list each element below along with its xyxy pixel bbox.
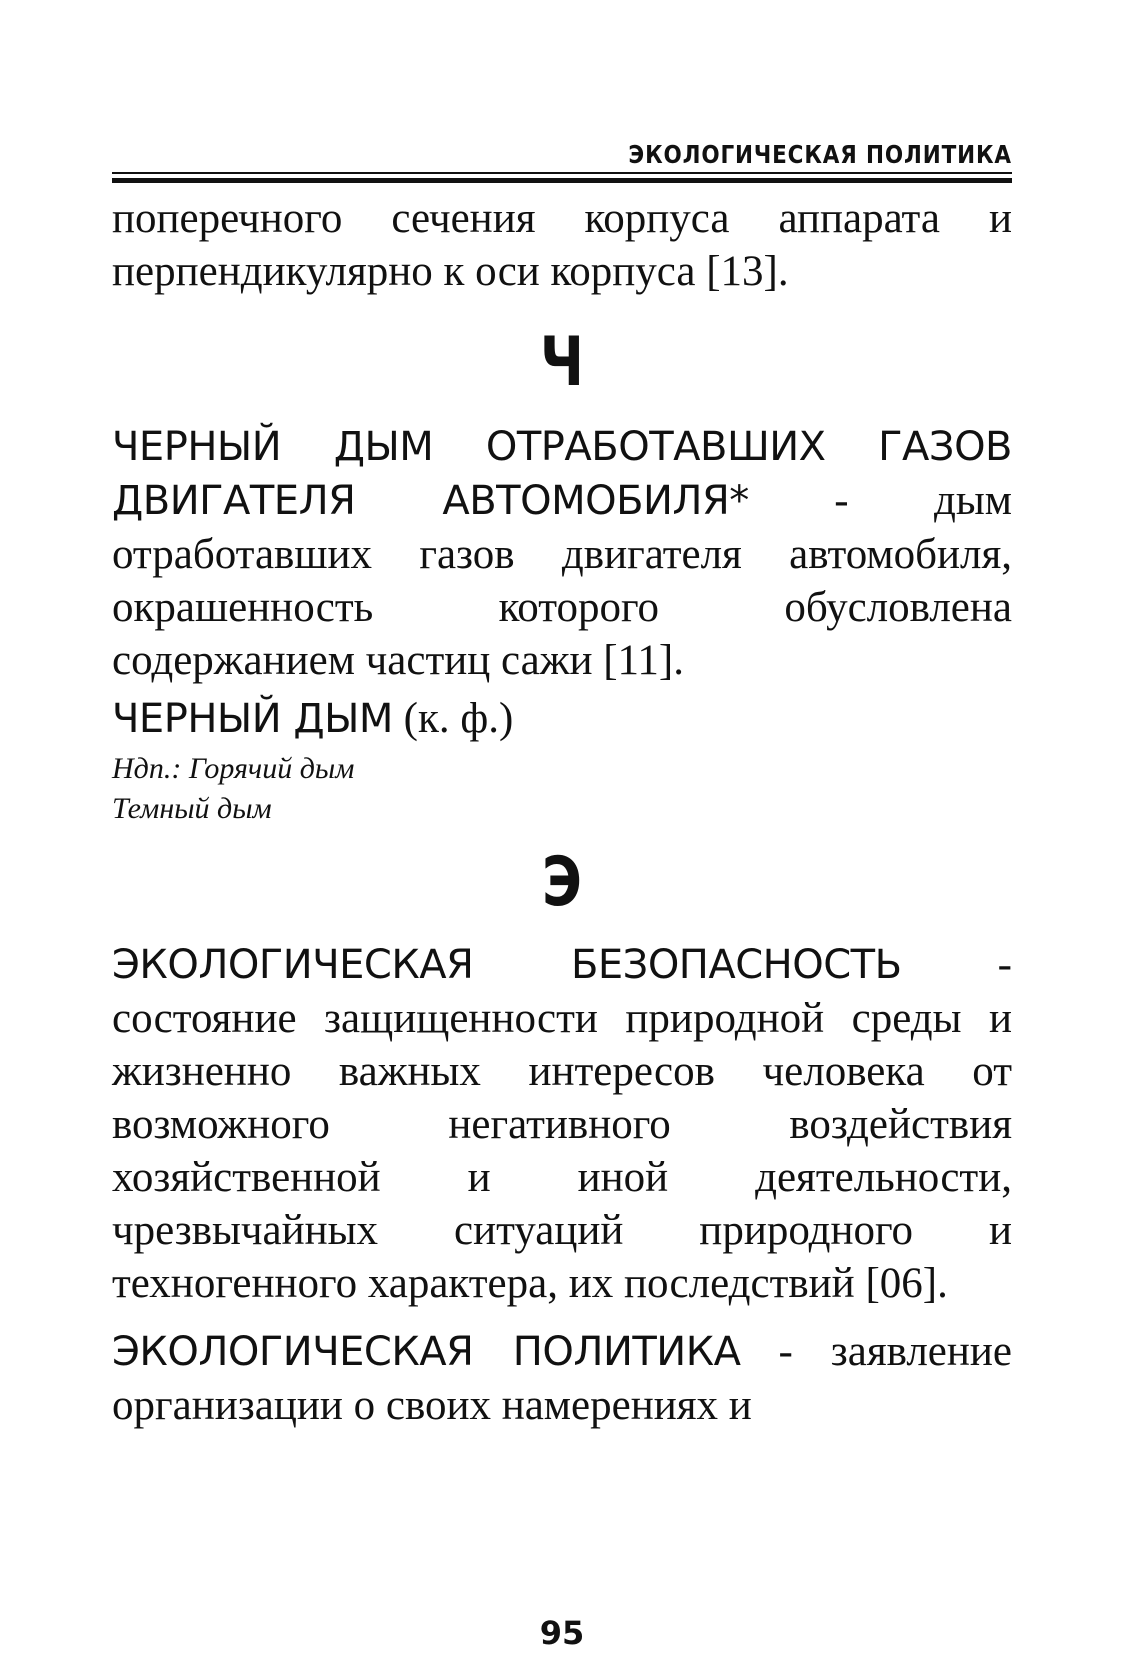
entry-ndp-line-1: Ндп.: Горячий дым	[112, 752, 355, 785]
entry-term: ЭКОЛОГИЧЕСКАЯ ПОЛИТИКА	[112, 1329, 741, 1375]
entry-term: ЭКОЛОГИЧЕСКАЯ БЕЗОПАСНОСТЬ	[112, 942, 902, 988]
continuation-paragraph	[112, 192, 1012, 298]
entry-term: ЧЕРНЫЙ ДЫМ ОТРАБОТАВШИХ ГАЗОВ ДВИГАТЕЛЯ АВТОМОБИЛЯ*	[112, 424, 1012, 524]
section-letter-ch: Ч	[540, 323, 584, 402]
continuation-line-2: перпендикулярно к оси корпуса [13].	[112, 248, 789, 295]
entry-black-smoke	[112, 692, 1012, 746]
book-page	[112, 0, 1012, 1669]
entry-eco-safety	[112, 938, 1012, 1310]
entry-definition: - заявление организации о своих намерениях и	[112, 1328, 1013, 1429]
entry-black-smoke-exhaust	[112, 420, 1012, 687]
section-letter-e: Э	[542, 843, 582, 922]
entry-definition: - дым отработавших газов двигателя автомобиля, окрашенность которого обусловлена содержанием частиц сажи [11].	[112, 477, 1012, 684]
header-rule-thin	[112, 172, 1012, 174]
entry-term: ЧЕРНЫЙ ДЫМ	[112, 696, 393, 742]
entry-qualifier: (к. ф.)	[392, 695, 514, 742]
entry-ndp-line-2: Темный дым	[112, 792, 272, 825]
running-header: ЭКОЛОГИЧЕСКАЯ ПОЛИТИКА	[628, 140, 1012, 169]
entry-eco-policy	[112, 1325, 1012, 1432]
entry-definition: - состояние защищенности природной среды и жизненно важных интересов человека от возможного негативного воздействия хозяйственной и иной деятельности, чрезвычайных ситуаций природного и техногенного характера, их последствий [06].	[112, 941, 1012, 1307]
page-number: 95	[539, 1614, 585, 1652]
continuation-line-1: поперечного сечения корпуса аппарата и	[112, 195, 1012, 242]
header-rule-thick	[112, 178, 1012, 183]
